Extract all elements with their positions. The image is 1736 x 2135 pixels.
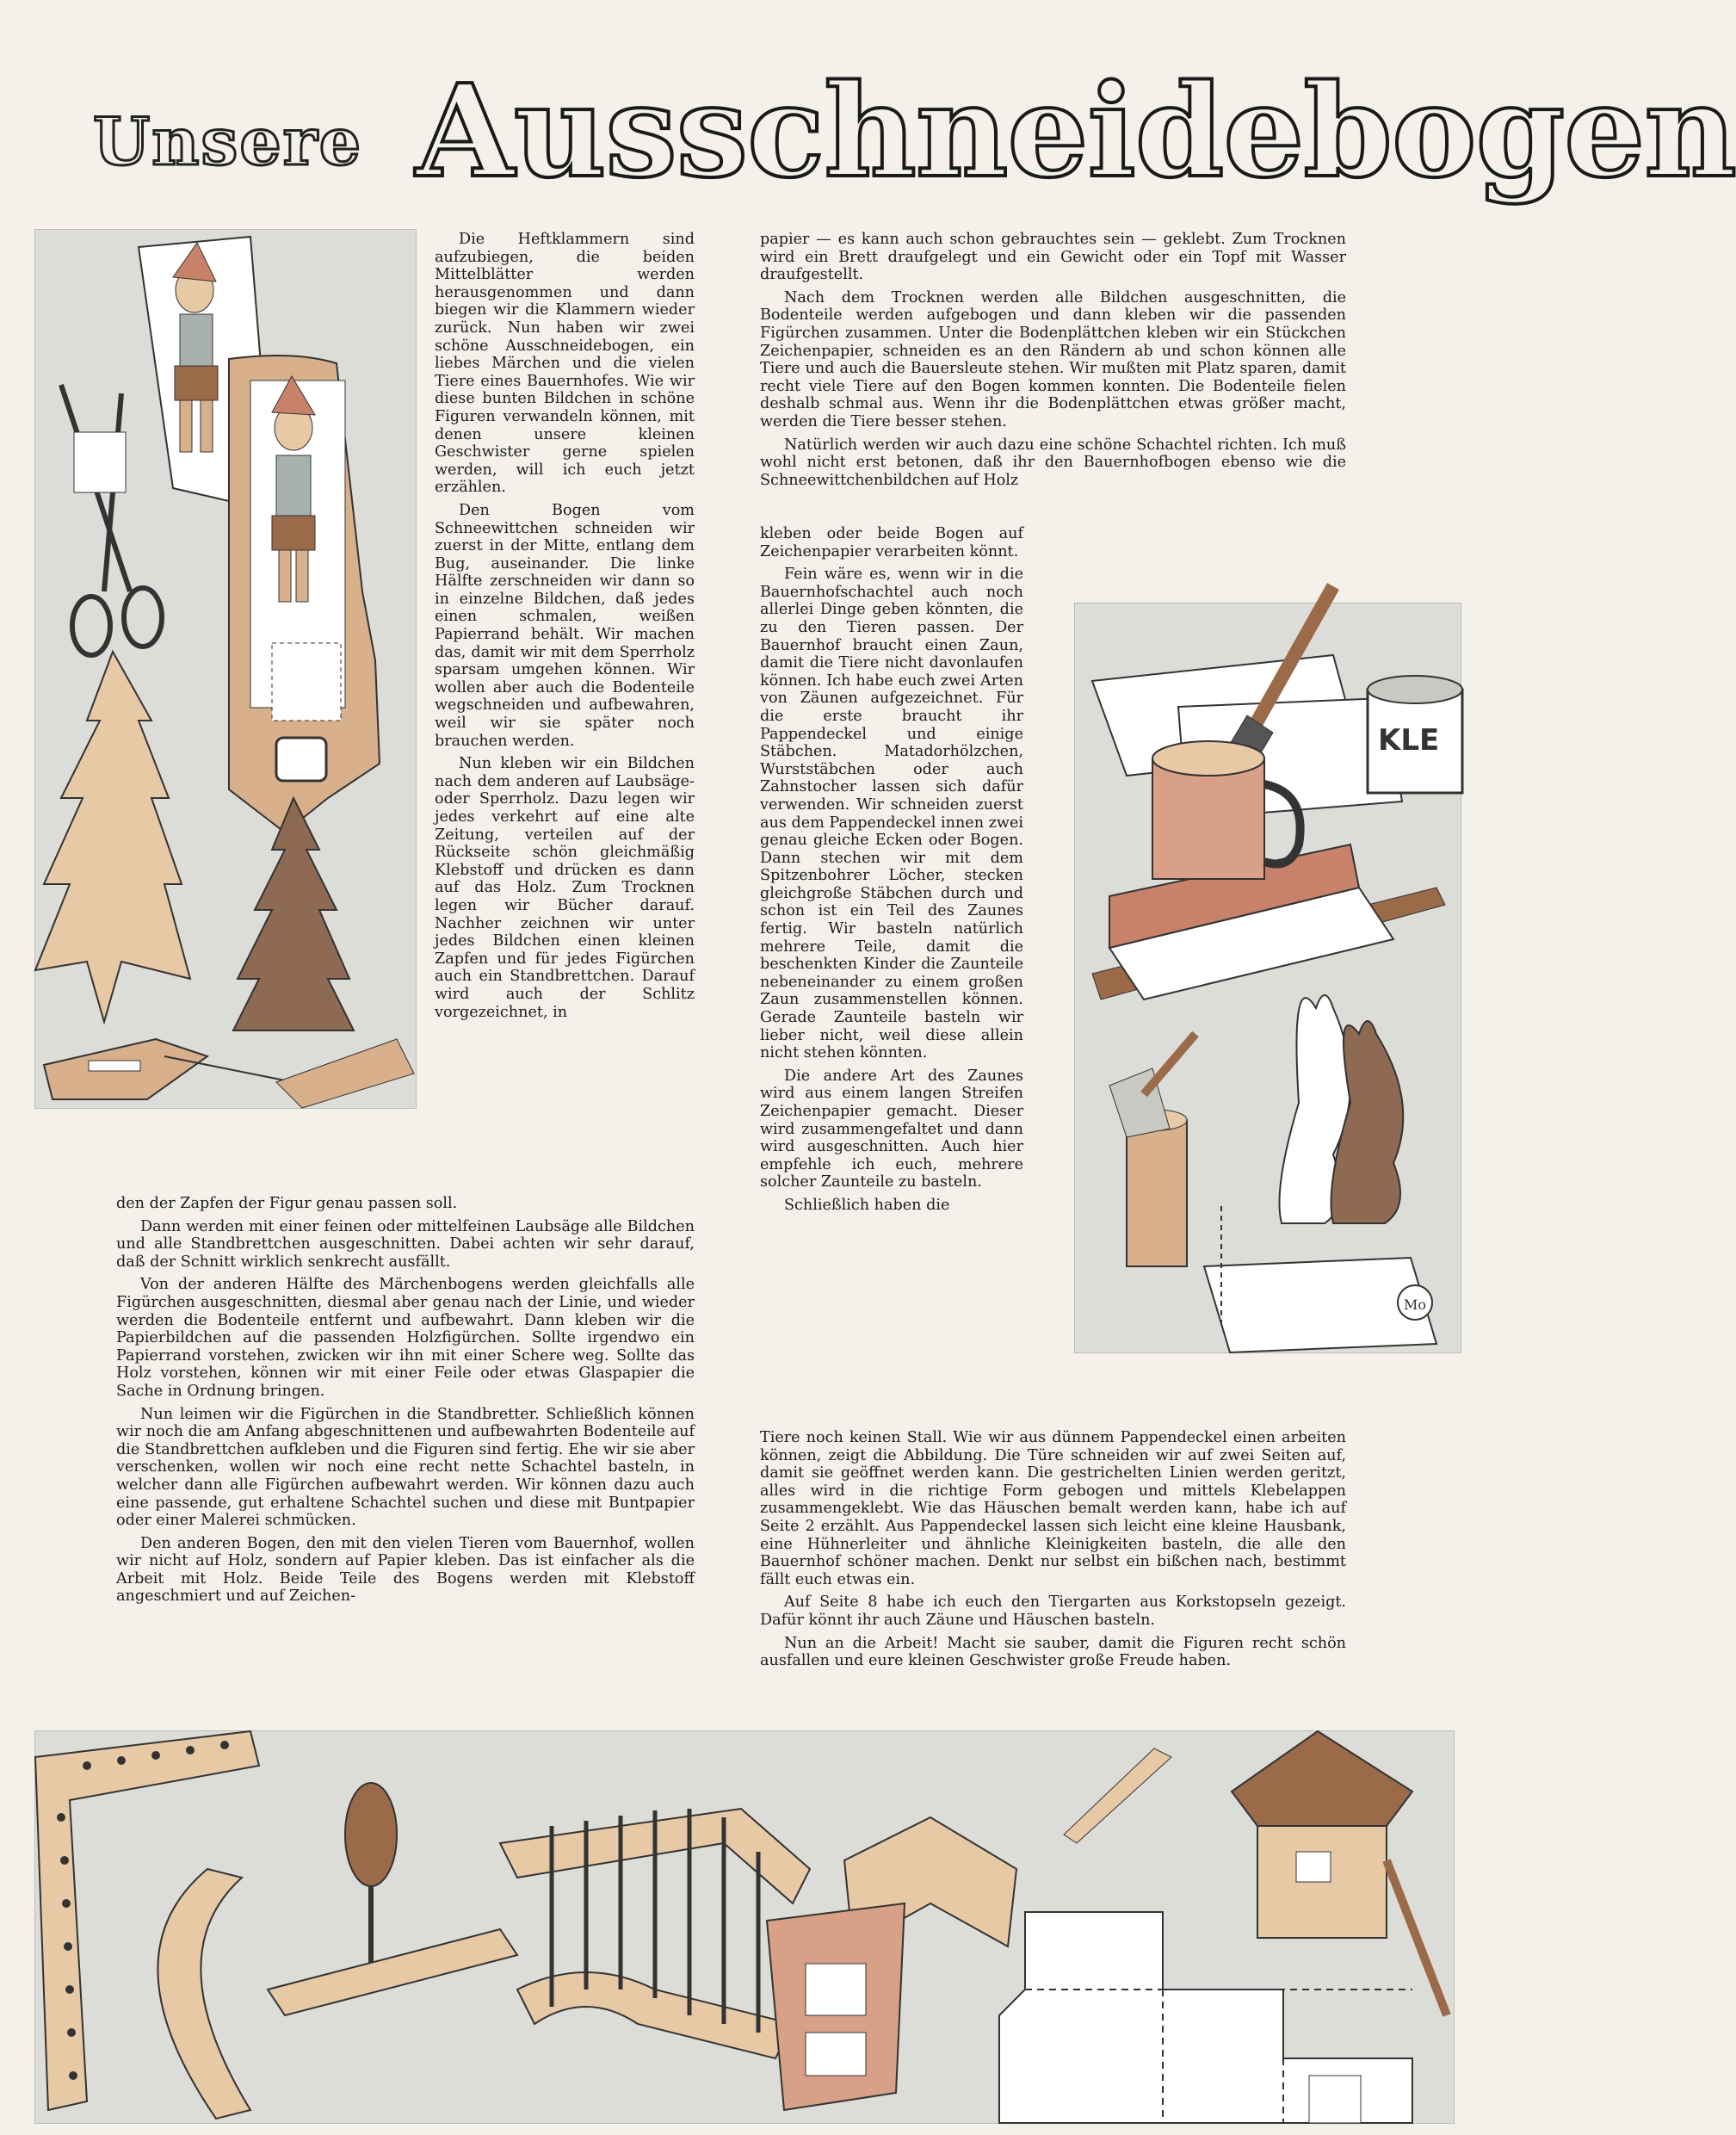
text-column-right-top — [760, 231, 1346, 494]
title-small: Unsere — [93, 103, 363, 180]
illustration-fences-house — [34, 1730, 1455, 2124]
paragraph: papier — es kann auch schon gebrauchtes sein — geklebt. Zum Trocknen wird ein Brett draufgelegt und ein Gewicht oder ein Topf mit Wasser draufgestellt. — [760, 231, 1346, 284]
paragraph: Die andere Art des Zaunes wird aus einem langen Streifen Zeichenpapier gemacht. Dieser wird zusammengefaltet und dann wird ausgeschnitten. Auch hier empfehle ich euch, mehrere solcher Zaunteile zu basteln. — [760, 1067, 1023, 1191]
paragraph: Den anderen Bogen, den mit den vielen Tieren vom Bauernhof, wollen wir nicht auf Holz, sondern auf Papier kleben. Das ist einfacher als die Arbeit mit Holz. Beide Teile des Bogens werden mit Klebstoff angeschmiert und auf Zeichen- — [116, 1534, 695, 1606]
jar-label: KLE — [1378, 723, 1440, 758]
paragraph: Von der anderen Hälfte des Märchenbogens werden gleichfalls alle Figürchen ausgeschnitten, diesmal aber genau nach der Linie, und wieder werden die Bodenteile entfernt und aufbewahrt. Dann kleben wir die Papierbildchen auf die passenden Holzfigürchen. Sollte irgendwo ein Papierrand vorstehen, zwicken wir ihn mit einer Schere weg. Sollte das Holz vorstehen, können wir mit einer Feile oder etwas Glaspapier die Sache in Ordnung bringen. — [116, 1276, 695, 1400]
paragraph: Den Bogen vom Schneewittchen schneiden wir zuerst in der Mitte, entlang dem Bug, auseinander. Die linke Hälfte zerschneiden wir dann so in einzelne Bildchen, daß jedes einen schmalen, weißen Papierrand behält. Wir machen das, damit wir mit dem Sperrholz sparsam umgehen können. Wir wollen aber auch die Bodenteile wegschneiden und aufbewahren, weil wir sie später noch brauchen werden. — [435, 501, 695, 750]
paragraph: Nun kleben wir ein Bildchen nach dem anderen auf Laubsäge- oder Sperrholz. Dazu legen wir jedes verkehrt auf eine alte Zeitung, verteilen auf der Rückseite schön gleichmäßig Klebstoff und drücken es dann auf das Holz. Zum Trocknen legen wir Bücher darauf. Nachher zeichnen wir unter jedes Bildchen einen kleinen Zapfen und für jedes Figürchen auch ein Standbrettchen. Darauf wird auch der Schlitz vorgezeichnet, in — [435, 755, 695, 1021]
paragraph: Nun an die Arbeit! Macht sie sauber, damit die Figuren recht schön ausfallen und eure kleinen Geschwister große Freude haben. — [760, 1634, 1346, 1670]
paragraph: Auf Seite 8 habe ich euch den Tiergarten aus Korkstopseln gezeigt. Dafür könnt ihr auch Zäune und Häuschen basteln. — [760, 1594, 1346, 1629]
paragraph: Nun leimen wir die Figürchen in die Standbretter. Schließlich können wir noch die am Anfang abgeschnittenen und aufbewahrten Bodenteile auf die Standbrettchen aufkleben und die Figuren sind fertig. Ehe wir sie aber verschenken, wollen wir noch eine recht nette Schachtel basteln, in welcher dann alle Figürchen aufbewahrt werden. Wir können dazu auch eine passende, gut erhaltene Schachtel suchen und diese mit Buntpapier oder einer Malerei schmücken. — [116, 1405, 695, 1530]
text-column-right-narrow — [760, 525, 1023, 1220]
paragraph: Die Heftklammern sind aufzubiegen, die beiden Mittelblätter werden herausgenommen und dann biegen wir die Klammern wieder zurück. Nun haben wir zwei schöne Ausschneidebogen, ein liebes Märchen und die vielen Tiere eines Bauernhofes. Wie wir diese bunten Bildchen in schöne Figuren verwandeln können, mit denen unsere kleinen Geschwister gerne spielen werden, will ich euch jetzt erzählen. — [435, 231, 695, 497]
text-column-left-wide — [116, 1195, 695, 1611]
text-column-right-bottom — [760, 1429, 1346, 1675]
brush-book-cup-rabbit-icon — [1075, 603, 1461, 1352]
text-column-left-narrow — [435, 231, 695, 1026]
paragraph: Nach dem Trocknen werden alle Bildchen ausgeschnitten, die Bodenteile werden aufgebogen und dann kleben wir die passenden Figürchen zusammen. Unter die Bodenplättchen kleben wir ein Stückchen Zeichenpapier, schneiden es an den Rändern ab und schon können alle Tiere und auch die Bauersleute stehen. Wir mußten mit Platz sparen, damit recht viele Tiere auf den Bogen kommen konnten. Die Bodenteile fielen deshalb schmal aus. Wenn ihr die Bodenplättchen etwas größer macht, werden die Tiere besser stehen. — [760, 288, 1346, 430]
illustration-brush-book-rabbit — [1074, 603, 1461, 1353]
paragraph: kleben oder beide Bogen auf Zeichenpapier verarbeiten könnt. — [760, 525, 1023, 560]
fence-house-crafts-icon — [35, 1731, 1454, 2123]
title-big: Ausschneidebogen — [416, 56, 1736, 206]
paragraph: Tiere noch keinen Stall. Wie wir aus dünnem Pappendeckel einen arbeiten können, zeigt die Abbildung. Die Türe schneiden wir auf zwei Seiten auf, damit sie geöffnet werden kann. Die gestrichelten Linien werden geritzt, alles wird in die richtige Form gebogen und mittels Klebelappen zusammengeklebt. Wie das Häuschen bemalt werden kann, habe ich auf Seite 2 erzählt. Aus Pappendeckel lassen sich leicht eine kleine Hausbank, eine Hühnerleiter und ähnliche Kleinigkeiten basteln, die alle den Bauernhof schöner machen. Denkt nur selbst ein bißchen nach, bestimmt fällt euch etwas ein. — [760, 1429, 1346, 1588]
paragraph: Dann werden mit einer feinen oder mittelfeinen Laubsäge alle Bildchen und alle Standbrettchen ausgeschnitten. Dabei achten wir sehr darauf, daß der Schnitt wirklich senkrecht ausfällt. — [116, 1217, 695, 1271]
scissors-dwarf-tree-icon — [35, 230, 416, 1108]
signature-mark: Mo — [1404, 1296, 1427, 1313]
paragraph: Schließlich haben die — [784, 1196, 950, 1214]
paragraph: Natürlich werden wir auch dazu eine schöne Schachtel richten. Ich muß wohl nicht erst betonen, daß ihr den Bauernhofbogen ebenso wie die Schneewittchenbildchen auf Holz — [760, 436, 1346, 489]
illustration-scissors-dwarf-trees — [34, 229, 417, 1109]
paragraph: den der Zapfen der Figur genau passen soll. — [116, 1195, 458, 1212]
title-banner — [67, 53, 1736, 208]
paragraph: Fein wäre es, wenn wir in die Bauernhofschachtel auch noch allerlei Dinge geben könnten, die zu den Tieren passen. Der Bauernhof braucht einen Zaun, damit die Tiere nicht davonlaufen können. Ich habe euch zwei Arten von Zäunen aufgezeichnet. Für die erste braucht ihr Pappendeckel und einige Stäbchen. Matadorhölzchen, Wurststäbchen oder auch Zahnstocher lassen sich dafür verwenden. Wir schneiden zuerst aus dem Pappendeckel innen zwei genau gleiche Ecken oder Bogen. Dann stechen wir mit dem Spitzenbohrer Löcher, stecken gleichgroße Stäbchen durch und schon ist ein Teil des Zaunes fertig. Wir basteln natürlich mehrere Teile, damit die beschenkten Kinder die Zaunteile nebeneinander zu einem großen Zaun zusammenstellen können. Gerade Zaunteile basteln wir lieber nicht, weil diese allein nicht stehen könnten. — [760, 566, 1024, 1062]
